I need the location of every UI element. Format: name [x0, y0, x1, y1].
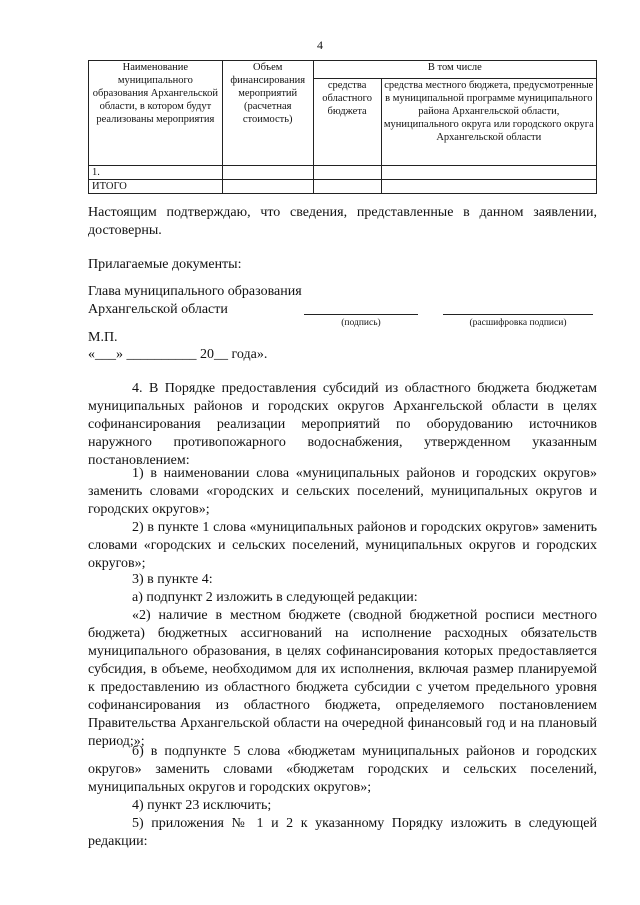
header-regional-budget: средства областного бюджета [313, 79, 381, 166]
row-1-name: 1. [89, 166, 223, 180]
header-including: В том числе [313, 61, 596, 79]
row-total-volume [222, 180, 313, 194]
paragraph-4-2: 2) в пункте 1 слова «муниципальных районов и городских округов» заменить словами «городских и сельских поселений, муниципальных округов и городских округов»; [88, 520, 597, 571]
row-total-regional [313, 180, 381, 194]
head-title-line1: Глава муниципального образования [88, 284, 302, 299]
paragraph-4-3: 3) в пункте 4: [132, 572, 213, 587]
header-local-budget: средства местного бюджета, предусмотренные в муниципальной программе муниципального района Архангельской области, муниципального округа или городского округа Архангельской области [381, 79, 596, 166]
stamp-place: М.П. [88, 330, 118, 345]
page-number: 4 [317, 38, 323, 52]
financing-table [88, 60, 597, 194]
paragraph-4-1: 1) в наименовании слова «муниципальных районов и городских округов» заменить словами «городских и сельских поселений, муниципальных округов и городских округов»; [88, 466, 597, 517]
row-total-local [381, 180, 596, 194]
decryption-line [443, 314, 593, 315]
row-1-volume [222, 166, 313, 180]
signature-caption: (подпись) [341, 318, 381, 328]
decryption-caption: (расшифровка подписи) [469, 318, 567, 328]
signature-line [304, 314, 418, 315]
row-1-regional [313, 166, 381, 180]
paragraph-quote-2: «2) наличие в местном бюджете (сводной бюджетной росписи местного бюджета) бюджетных ассигнований на исполнение расходных обязательств муниципального образования, в целях софинансирования которых предоставляется субсидия, в объеме, необходимом для их исполнения, включая размер планируемой к предоставлению из областного бюджета субсидии с учетом предельного уровня софинансирования из областного бюджета, определяемого постановлением Правительства Архангельской области на очередной финансовый год и на плановый период;»; [88, 608, 597, 749]
row-1-local [381, 166, 596, 180]
attached-documents: Прилагаемые документы: [88, 257, 242, 272]
paragraph-4-3-b: б) в подпункте 5 слова «бюджетам муниципальных районов и городских округов» заменить словами «бюджетам городских и сельских поселений, муниципальных округов и городских округов»; [88, 744, 597, 795]
table-header-row [89, 61, 597, 79]
paragraph-4-3-a: а) подпункт 2 изложить в следующей редакции: [132, 590, 418, 605]
table-row [89, 180, 597, 194]
table-row [89, 166, 597, 180]
confirmation-text: Настоящим подтверждаю, что сведения, представленные в данном заявлении, достоверны. [88, 205, 597, 238]
head-title-line2: Архангельской области [88, 302, 228, 317]
paragraph-4: 4. В Порядке предоставления субсидий из областного бюджета бюджетам муниципальных районов и городских округов Архангельской области в целях софинансирования реализации мероприятий по оборудованию источников наружного противопожарного водоснабжения, утвержденном указанным постановлением: [88, 381, 597, 468]
row-total-name: ИТОГО [89, 180, 223, 194]
paragraph-4-5: 5) приложения № 1 и 2 к указанному Порядку изложить в следующей редакции: [88, 816, 597, 849]
header-municipality: Наименование муниципального образования Архангельской области, в котором будут реализованы мероприятия [89, 61, 223, 166]
header-financing-volume: Объем финансирования мероприятий (расчетная стоимость) [222, 61, 313, 166]
date-line: «___» __________ 20__ года». [88, 347, 268, 362]
paragraph-4-4: 4) пункт 23 исключить; [132, 798, 272, 813]
